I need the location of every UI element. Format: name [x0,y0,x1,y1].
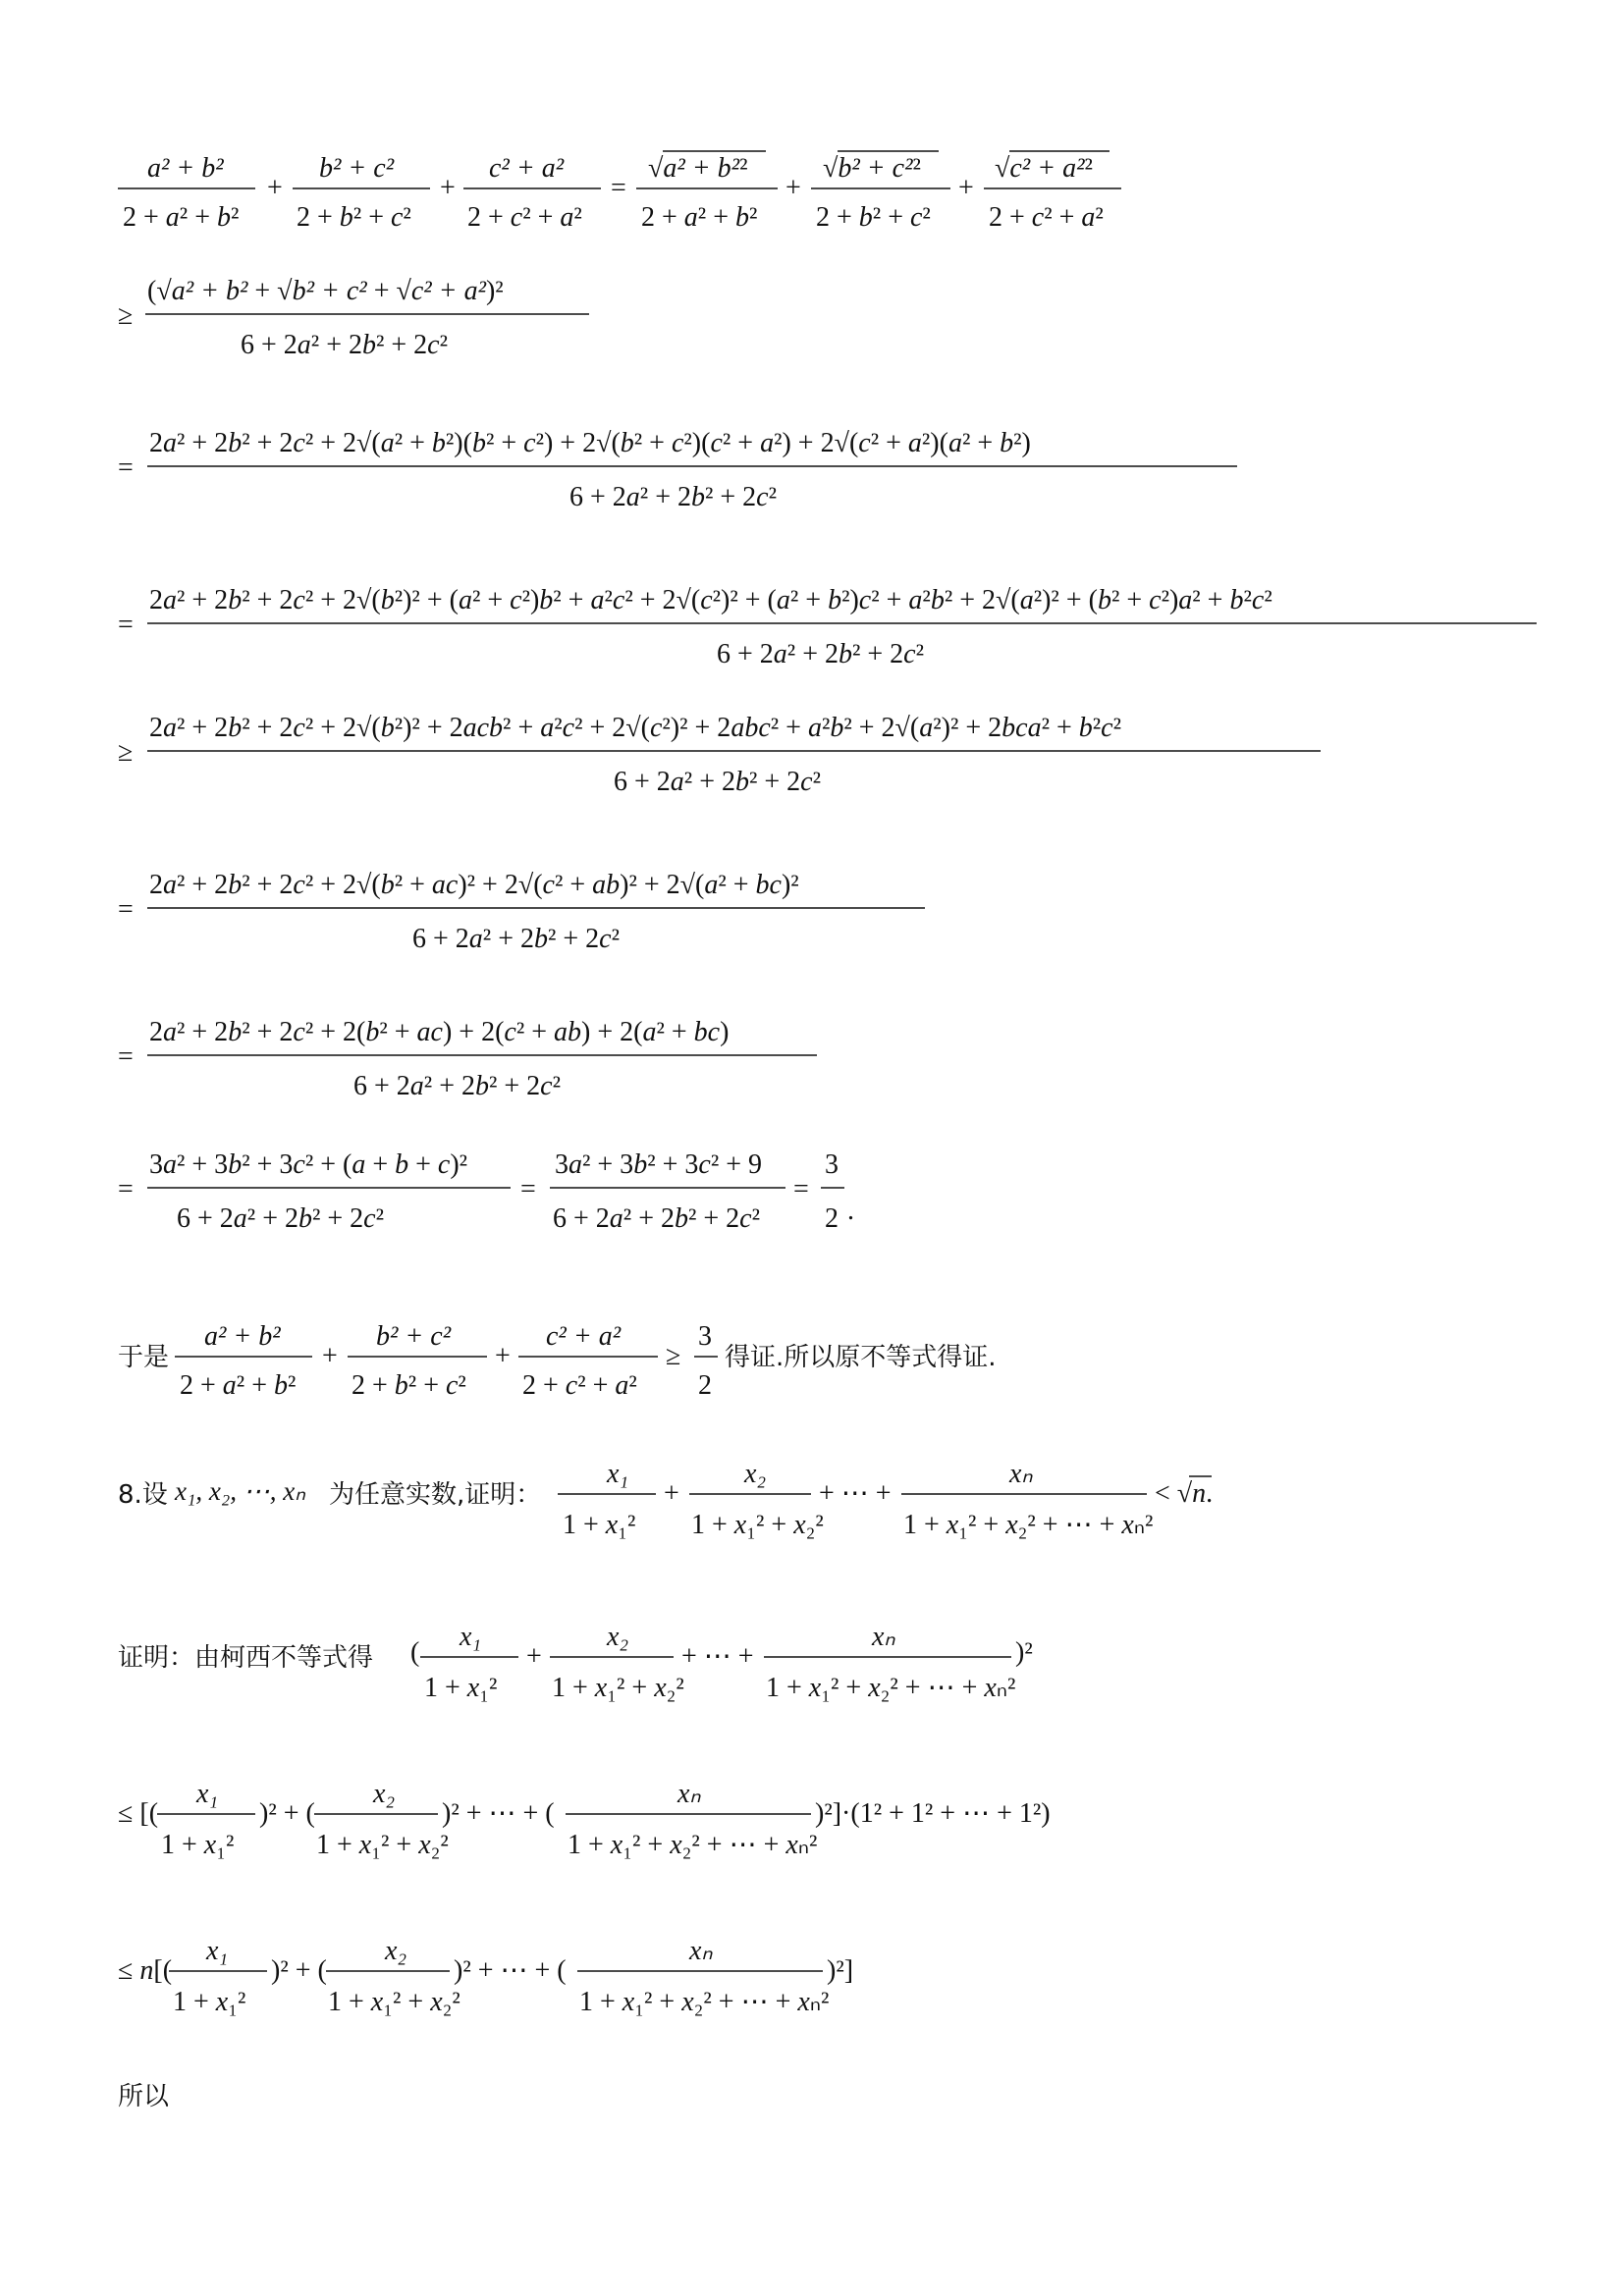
conclusion-prefix: 于是 [118,1343,170,1372]
proof-prefix: 证明：由柯西不等式得 [118,1643,374,1673]
svg-text:c² + a²: c² + a² [489,153,565,184]
svg-text:2 + a² + b²: 2 + a² + b² [123,202,240,233]
svg-text:3: 3 [825,1149,839,1180]
svg-text:3a² + 3b² + 3c² + 9: 3a² + 3b² + 3c² + 9 [555,1149,762,1180]
svg-text:1 + x₁² + x₂² + ⋯ + xₙ²: 1 + x₁² + x₂² + ⋯ + xₙ² [579,1987,830,2017]
svg-text:x₁: x₁ [206,1936,229,1966]
svg-text:)²]·(1² + 1² + ⋯ + 1²): )²]·(1² + 1² + ⋯ + 1²) [815,1798,1051,1829]
svg-text:a² + b²: a² + b² [204,1321,281,1352]
equation-5 [118,702,1335,800]
svg-text:=: = [118,894,134,925]
svg-text:+ ⋯ +: + ⋯ + [819,1478,892,1509]
equation-7 [118,1006,844,1104]
svg-text:2 + c² + a²: 2 + c² + a² [467,202,582,233]
svg-text:3a² + 3b² + 3c² + (a + b + c)²: 3a² + 3b² + 3c² + (a + b + c)² [149,1149,468,1180]
svg-text:+: + [785,173,801,203]
svg-text:≥: ≥ [118,300,134,331]
svg-text:2: 2 [825,1203,839,1234]
svg-text:x₁: x₁ [607,1459,629,1489]
svg-text:1 + x₁² + x₂²: 1 + x₁² + x₂² [316,1830,449,1860]
svg-text:1 + x₁² + x₂²: 1 + x₁² + x₂² [552,1673,684,1703]
svg-text:xₙ: xₙ [677,1779,701,1809]
svg-text:1 + x₁²: 1 + x₁² [424,1673,498,1703]
svg-text:2 + b² + c²: 2 + b² + c² [816,202,931,233]
svg-text:b² + c²: b² + c² [376,1321,452,1352]
svg-text:6 + 2a² + 2b² + 2c²: 6 + 2a² + 2b² + 2c² [177,1203,385,1234]
svg-text:1 + x₁² + x₂²: 1 + x₁² + x₂² [691,1510,824,1540]
svg-text:)² + ⋯ + (: )² + ⋯ + ( [454,1955,567,1986]
problem-8-label: 8.设 [118,1480,168,1510]
equation-4 [118,574,1551,672]
svg-text:1 + x₁² + x₂² + ⋯ + xₙ²: 1 + x₁² + x₂² + ⋯ + xₙ² [903,1510,1154,1540]
equation-8 [118,1139,864,1237]
proof-line-2 [118,1767,1110,1875]
svg-text:1 + x₁²: 1 + x₁² [161,1830,235,1860]
equation-2 [118,265,628,363]
svg-text:< √n.: < √n. [1155,1478,1214,1509]
svg-text:xₙ: xₙ [1009,1459,1033,1489]
svg-text:1 + x₁² + x₂²: 1 + x₁² + x₂² [328,1987,460,2017]
svg-text:x₂: x₂ [373,1779,396,1809]
svg-text:b² + c²: b² + c² [319,153,395,184]
svg-text:)² + (: )² + ( [259,1798,315,1829]
svg-text:√a² + b²²: √a² + b²² [648,153,748,184]
svg-text:=: = [793,1174,809,1204]
svg-text:2: 2 [698,1370,712,1401]
svg-text:2a² + 2b² + 2c² + 2√(b² + ac)²: 2a² + 2b² + 2c² + 2√(b² + ac)² + 2√(c² + ab)² + 2√(a² + bc)² [149,870,799,900]
proof-line-3 [118,1924,903,2032]
svg-text:√c² + a²²: √c² + a²² [995,153,1093,184]
svg-text:2a² + 2b² + 2c² + 2√(b²)² + 2a: 2a² + 2b² + 2c² + 2√(b²)² + 2acb² + a²c² + 2√(c²)² + 2abc² + a²b² + 2√(a²)² + 2bca² + b²c² [149,713,1122,743]
svg-text:x₂: x₂ [385,1936,407,1966]
svg-text:+: + [664,1478,679,1509]
svg-text:x₂: x₂ [744,1459,767,1489]
problem-8-text: 为任意实数,证明： [329,1480,542,1510]
svg-text:≤ [(: ≤ [( [118,1798,159,1829]
svg-text:)²: )² [1015,1637,1033,1668]
svg-text:+: + [526,1641,542,1672]
svg-text:≤ n[(: ≤ n[( [118,1955,173,1986]
svg-text:=: = [520,1174,536,1204]
equation-6 [118,859,943,957]
svg-text:=: = [118,1174,134,1204]
svg-text:)²]: )²] [827,1955,854,1986]
svg-text:)² + ⋯ + (: )² + ⋯ + ( [442,1798,555,1829]
svg-text:6 + 2a² + 2b² + 2c²: 6 + 2a² + 2b² + 2c² [241,330,449,360]
svg-text:2 + a² + b²: 2 + a² + b² [641,202,758,233]
svg-text:+: + [267,173,283,203]
svg-text:a² + b²: a² + b² [147,153,224,184]
svg-text:≥: ≥ [118,737,134,768]
svg-text:2 + b² + c²: 2 + b² + c² [352,1370,466,1401]
svg-text:)² + (: )² + ( [271,1955,327,1986]
svg-text:.: . [847,1196,854,1226]
problem-8-inequality [558,1443,1235,1551]
svg-text:2a² + 2b² + 2c² + 2√(a² + b²)(: 2a² + 2b² + 2c² + 2√(a² + b²)(b² + c²) + 2√(b² + c²)(c² + a²) + 2√(c² + a²)(a² + b²) [149,428,1031,458]
svg-text:6 + 2a² + 2b² + 2c²: 6 + 2a² + 2b² + 2c² [412,924,621,954]
svg-text:6 + 2a² + 2b² + 2c²: 6 + 2a² + 2b² + 2c² [569,482,778,512]
svg-text:2 + c² + a²: 2 + c² + a² [522,1370,637,1401]
svg-text:(: ( [410,1637,420,1668]
svg-text:+: + [322,1341,338,1371]
svg-text:√b² + c²²: √b² + c²² [823,153,921,184]
svg-text:2a² + 2b² + 2c² + 2√(b²)² + (a: 2a² + 2b² + 2c² + 2√(b²)² + (a² + c²)b² + a²c² + 2√(c²)² + (a² + b²)c² + a²b² + 2√(a²)² + (b² + c²)a² + b²c² [149,585,1272,615]
svg-text:+: + [495,1341,511,1371]
svg-text:=: = [118,610,134,640]
proof-so: 所以 [118,2082,170,2111]
svg-text:1 + x₁²: 1 + x₁² [173,1987,246,2017]
svg-text:2 + a² + b²: 2 + a² + b² [180,1370,297,1401]
svg-text:1 + x₁² + x₂² + ⋯ + xₙ²: 1 + x₁² + x₂² + ⋯ + xₙ² [766,1673,1016,1703]
equation-1 [118,137,1139,245]
svg-text:1 + x₁²: 1 + x₁² [563,1510,636,1540]
svg-text:xₙ: xₙ [689,1936,713,1966]
proof-line-1 [410,1610,1157,1718]
svg-text:=: = [118,453,134,483]
svg-text:6 + 2a² + 2b² + 2c²: 6 + 2a² + 2b² + 2c² [717,639,925,669]
svg-text:=: = [611,173,626,203]
svg-text:x₁: x₁ [196,1779,219,1809]
problem-8-vars: x₁, x₂, ⋯, xₙ [175,1476,305,1506]
svg-text:x₁: x₁ [460,1622,482,1652]
svg-text:=: = [118,1041,134,1072]
equation-3 [118,417,1257,515]
svg-text:6 + 2a² + 2b² + 2c²: 6 + 2a² + 2b² + 2c² [614,767,822,797]
svg-text:2 + c² + a²: 2 + c² + a² [989,202,1104,233]
svg-text:≥: ≥ [666,1341,681,1371]
svg-text:2a² + 2b² + 2c² + 2(b² + ac) +: 2a² + 2b² + 2c² + 2(b² + ac) + 2(c² + ab) + 2(a² + bc) [149,1017,730,1047]
svg-text:+: + [440,173,456,203]
conclusion-inequality [175,1306,764,1404]
svg-text:+: + [958,173,974,203]
svg-text:(√a² + b² + √b² + c² + √c² + a: (√a² + b² + √b² + c² + √c² + a²)² [147,276,504,306]
svg-text:c² + a²: c² + a² [546,1321,622,1352]
svg-text:xₙ: xₙ [872,1622,895,1652]
svg-text:+ ⋯ +: + ⋯ + [681,1641,754,1672]
conclusion-suffix: 得证.所以原不等式得证. [725,1343,997,1372]
svg-text:6 + 2a² + 2b² + 2c²: 6 + 2a² + 2b² + 2c² [553,1203,761,1234]
svg-text:3: 3 [698,1321,712,1352]
svg-text:x₂: x₂ [607,1622,629,1652]
svg-text:2 + b² + c²: 2 + b² + c² [297,202,411,233]
svg-text:6 + 2a² + 2b² + 2c²: 6 + 2a² + 2b² + 2c² [353,1071,562,1101]
svg-text:1 + x₁² + x₂² + ⋯ + xₙ²: 1 + x₁² + x₂² + ⋯ + xₙ² [568,1830,818,1860]
